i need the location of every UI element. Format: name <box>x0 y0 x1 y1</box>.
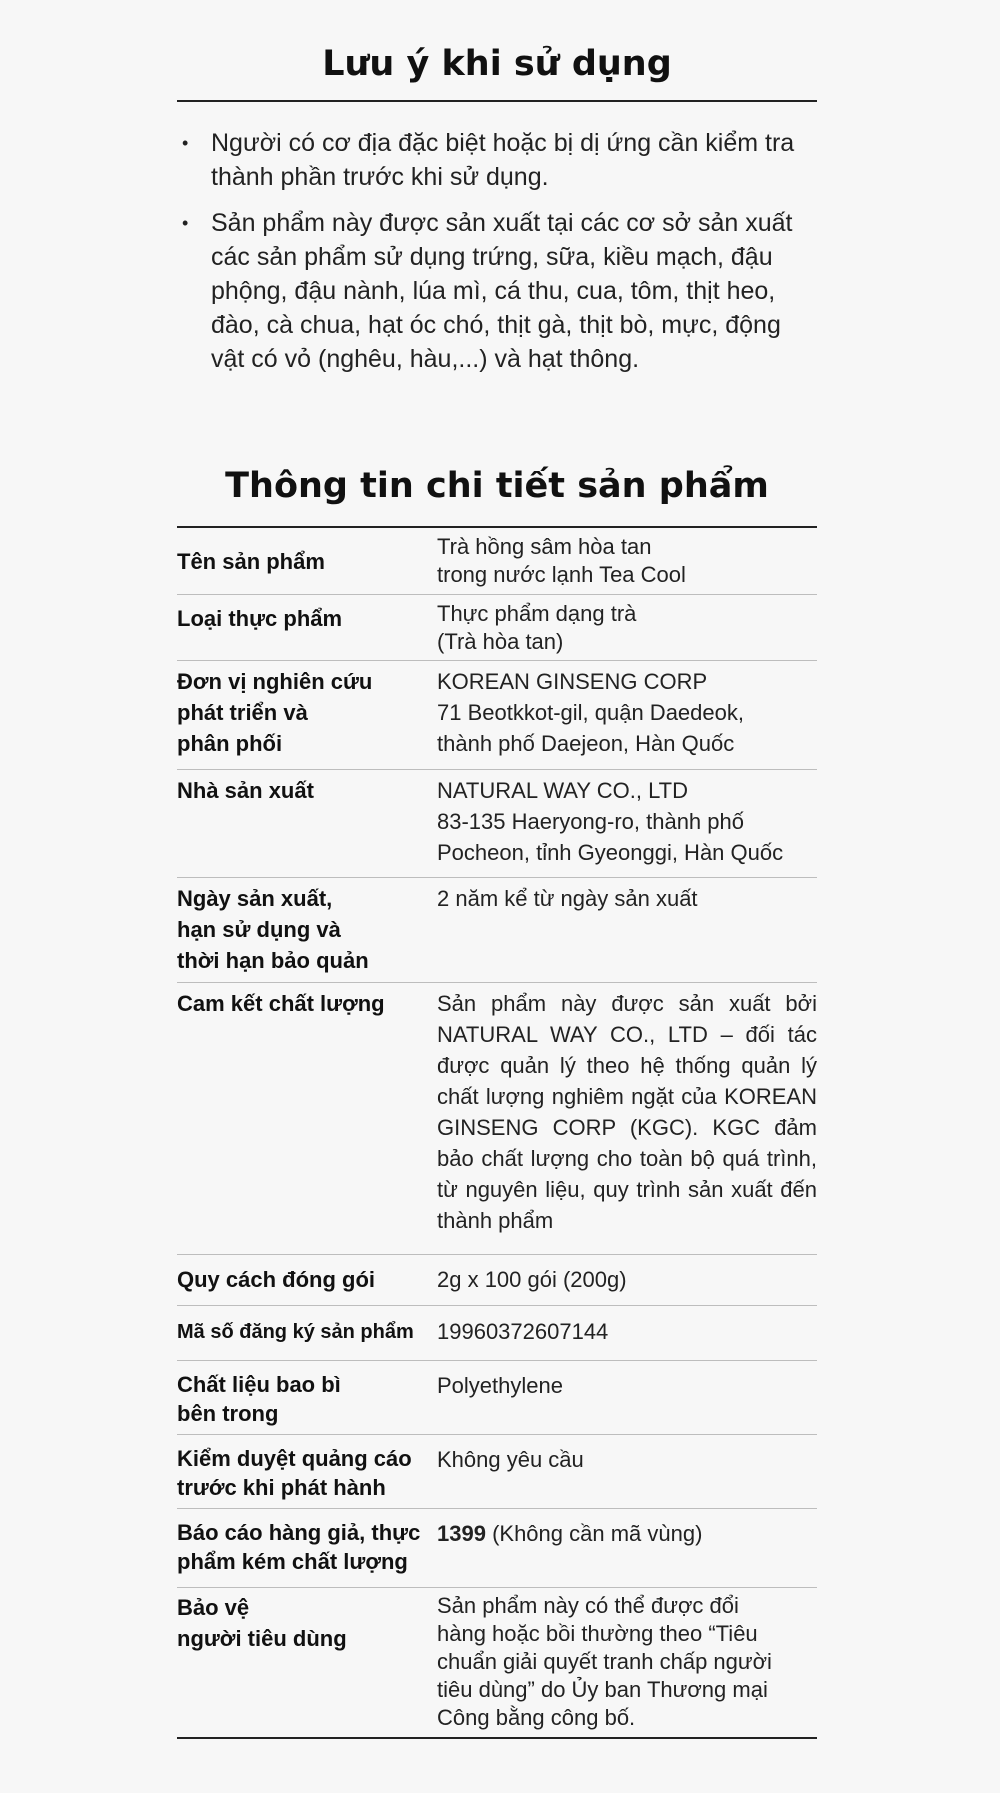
row-value-line: (Trà hòa tan) <box>437 628 564 654</box>
table-row <box>177 982 817 1254</box>
table-row <box>177 1254 817 1305</box>
row-label-line: Nhà sản xuất <box>177 777 314 803</box>
row-label-line: Đơn vị nghiên cứu <box>177 668 373 694</box>
row-label-line: hạn sử dụng và <box>177 916 341 942</box>
table-row <box>177 877 817 982</box>
row-value <box>437 769 817 877</box>
bullet-icon: • <box>182 133 189 153</box>
row-label-line: thời hạn bảo quản <box>177 947 369 973</box>
row-value-line: KOREAN GINSENG CORP <box>437 668 708 694</box>
row-label <box>177 982 437 1254</box>
row-value-line: thành phố Daejeon, Hàn Quốc <box>437 730 735 756</box>
bullet-icon: • <box>182 213 189 233</box>
table-row <box>177 1434 817 1508</box>
row-value-line: Trà hồng sâm hòa tan <box>437 534 652 559</box>
row-value-line: 2g x 100 gói (200g) <box>437 1266 627 1292</box>
row-value-line: 83-135 Haeryong-ro, thành phố <box>437 808 744 834</box>
row-value-line: 19960372607144 <box>437 1318 609 1344</box>
details-section-header <box>177 464 817 508</box>
table-row <box>177 660 817 769</box>
row-value <box>437 660 817 769</box>
row-label <box>177 1254 437 1305</box>
row-value <box>437 982 817 1254</box>
hotline-note: (Không cần mã vùng) <box>485 1520 703 1546</box>
table-row <box>177 1305 817 1360</box>
row-value-line: hàng hoặc bồi thường theo “Tiêu <box>437 1620 758 1646</box>
notice-list <box>177 126 817 388</box>
row-value-line: Không yêu cầu <box>437 1446 584 1472</box>
row-label-line: Quy cách đóng gói <box>177 1266 376 1292</box>
row-label <box>177 769 437 877</box>
row-label-line: Kiểm duyệt quảng cáo <box>177 1445 412 1471</box>
notice-item-text: Người có cơ địa đặc biệt hoặc bị dị ứng cần kiểm tra thành phần trước khi sử dụng. <box>211 129 795 191</box>
notice-section-header <box>177 42 817 86</box>
row-label-line: Báo cáo hàng giả, thực <box>177 1519 421 1545</box>
row-value-line: Công bằng công bố. <box>437 1704 636 1730</box>
table-row <box>177 1508 817 1587</box>
row-value <box>437 594 817 660</box>
row-value <box>437 1305 817 1360</box>
row-value-line: 2 năm kể từ ngày sản xuất <box>437 885 698 911</box>
row-value-line: Pocheon, tỉnh Gyeonggi, Hàn Quốc <box>437 839 784 865</box>
row-value-line: chuẩn giải quyết tranh chấp người <box>437 1648 772 1674</box>
notice-item <box>177 206 817 376</box>
row-label-line: phát triển và <box>177 699 308 725</box>
row-label <box>177 877 437 982</box>
notice-item <box>177 126 817 194</box>
row-label-line: người tiêu dùng <box>177 1625 347 1651</box>
row-label-line: trước khi phát hành <box>177 1474 386 1500</box>
table-row <box>177 528 817 594</box>
details-title: Thông tin chi tiết sản phẩm <box>225 466 769 506</box>
row-value <box>437 528 817 594</box>
row-value-line: Sản phẩm này có thể được đổi <box>437 1592 739 1618</box>
row-value <box>437 1254 817 1305</box>
row-value-line: Thực phẩm dạng trà <box>437 600 637 626</box>
row-label <box>177 1434 437 1508</box>
row-label <box>177 528 437 594</box>
row-value-line: NATURAL WAY CO., LTD <box>437 777 688 803</box>
row-label-line: Chất liệu bao bì <box>177 1371 341 1397</box>
notice-title: Lưu ý khi sử dụng <box>322 44 672 84</box>
row-label-line: Bảo vệ <box>177 1594 250 1620</box>
row-value <box>437 1508 817 1587</box>
row-value <box>437 1434 817 1508</box>
table-row <box>177 1587 817 1738</box>
row-value-line: trong nước lạnh Tea Cool <box>437 562 686 587</box>
table-row <box>177 594 817 660</box>
table-row <box>177 769 817 877</box>
row-label-line: Ngày sản xuất, <box>177 885 333 911</box>
notice-divider <box>177 100 817 102</box>
row-label-line: phân phối <box>177 730 283 756</box>
product-details-table <box>177 528 817 1739</box>
row-label-line: Mã số đăng ký sản phẩm <box>177 1320 414 1343</box>
row-label-line: Cam kết chất lượng <box>177 990 385 1016</box>
row-value <box>437 1587 817 1738</box>
row-value-line <box>437 1518 817 1549</box>
row-label <box>177 1508 437 1587</box>
hotline-number: 1399 <box>437 1520 486 1546</box>
row-label-line: Tên sản phẩm <box>177 549 325 574</box>
row-label-line: Loại thực phẩm <box>177 605 343 631</box>
row-label <box>177 1587 437 1738</box>
row-label-line: bên trong <box>177 1400 279 1426</box>
row-label <box>177 660 437 769</box>
row-label-line: phẩm kém chất lượng <box>177 1548 408 1574</box>
row-value-line: Sản phẩm này được sản xuất bởi NATURAL WAY CO., LTD – đối tác được quản lý theo hệ thống quản lý chất lượng nghiêm ngặt của KOREAN GINSENG CORP (KGC). KGC đảm bảo chất lượng cho toàn bộ quá trình, từ nguyên liệu, quy trình sản xuất đến thành phẩm <box>437 990 817 1233</box>
row-label <box>177 594 437 660</box>
row-value-line: Polyethylene <box>437 1372 563 1398</box>
row-value <box>437 1360 817 1434</box>
table-row <box>177 1360 817 1434</box>
row-value <box>437 877 817 982</box>
row-value-line: tiêu dùng” do Ủy ban Thương mại <box>437 1676 768 1702</box>
notice-item-text: Sản phẩm này được sản xuất tại các cơ sở sản xuất các sản phẩm sử dụng trứng, sữa, kiều mạch, đậu phộng, đậu nành, lúa mì, cá thu, cua, tôm, thịt heo, đào, cà chua, hạt óc chó, thịt gà, thịt bò, mực, động vật có vỏ (nghêu, hàu,...) và hạt thông. <box>211 209 793 373</box>
row-value-line: 71 Beotkkot-gil, quận Daedeok, <box>437 699 744 725</box>
row-label <box>177 1305 437 1360</box>
row-label <box>177 1360 437 1434</box>
